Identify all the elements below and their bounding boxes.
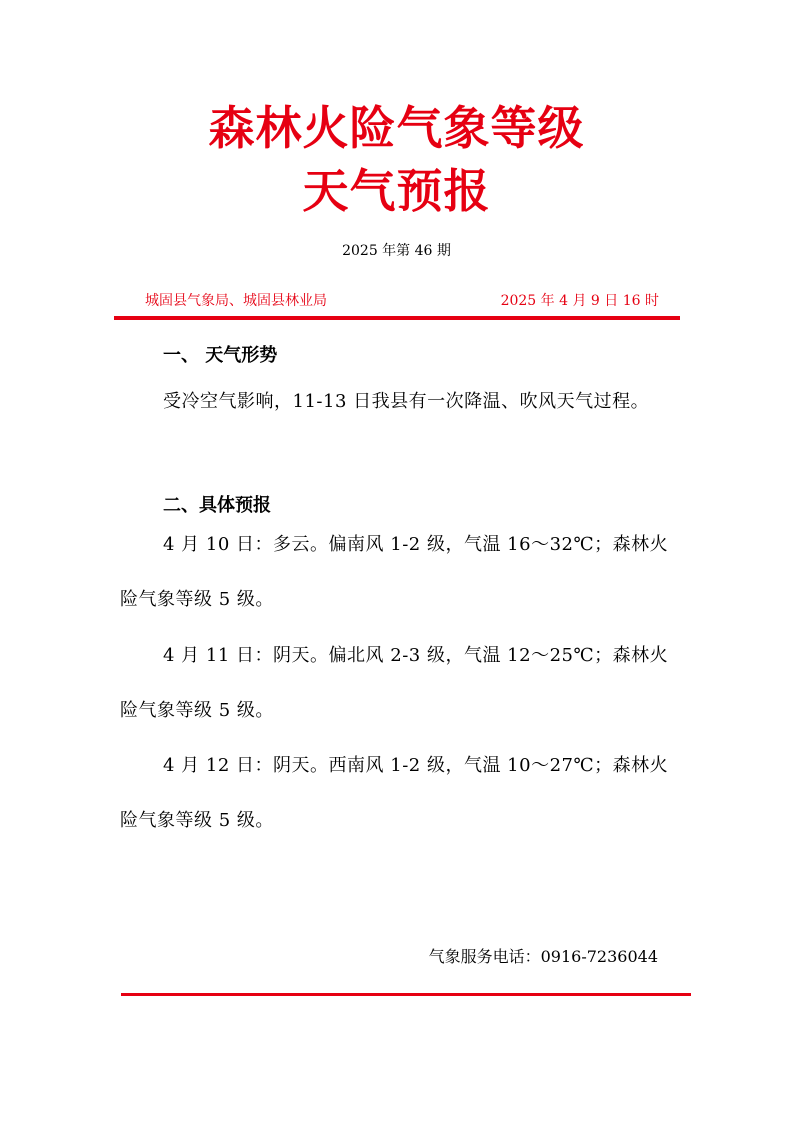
section-heading-weather-situation: 一、 天气形势 xyxy=(163,345,278,366)
document-title-line1: 森林火险气象等级 xyxy=(208,101,585,155)
forecast-day-1: 4 月 10 日：多云。偏南风 1-2 级，气温 16～32℃；森林火险气象等级 5 级。 xyxy=(120,534,669,610)
footer-divider xyxy=(121,993,691,996)
service-phone: 气象服务电话：0916-7236044 xyxy=(428,947,658,966)
document-title-line2: 天气预报 xyxy=(302,164,491,218)
weather-situation-text: 受冷空气影响，11-13 日我县有一次降温、吹风天气过程。 xyxy=(163,391,650,412)
section-heading-detailed-forecast: 二、具体预报 xyxy=(163,495,271,516)
issue-date: 2025 年 4 月 9 日 16 时 xyxy=(500,293,659,309)
issuer: 城固县气象局、城固县林业局 xyxy=(145,293,327,309)
forecast-day-3: 4 月 12 日：阴天。西南风 1-2 级，气温 10～27℃；森林火险气象等级 5 级。 xyxy=(120,755,669,831)
issue-number: 2025 年第 46 期 xyxy=(342,243,451,259)
header-divider xyxy=(114,316,680,320)
forecast-day-2: 4 月 11 日：阴天。偏北风 2-3 级，气温 12～25℃；森林火险气象等级 5 级。 xyxy=(120,645,669,721)
